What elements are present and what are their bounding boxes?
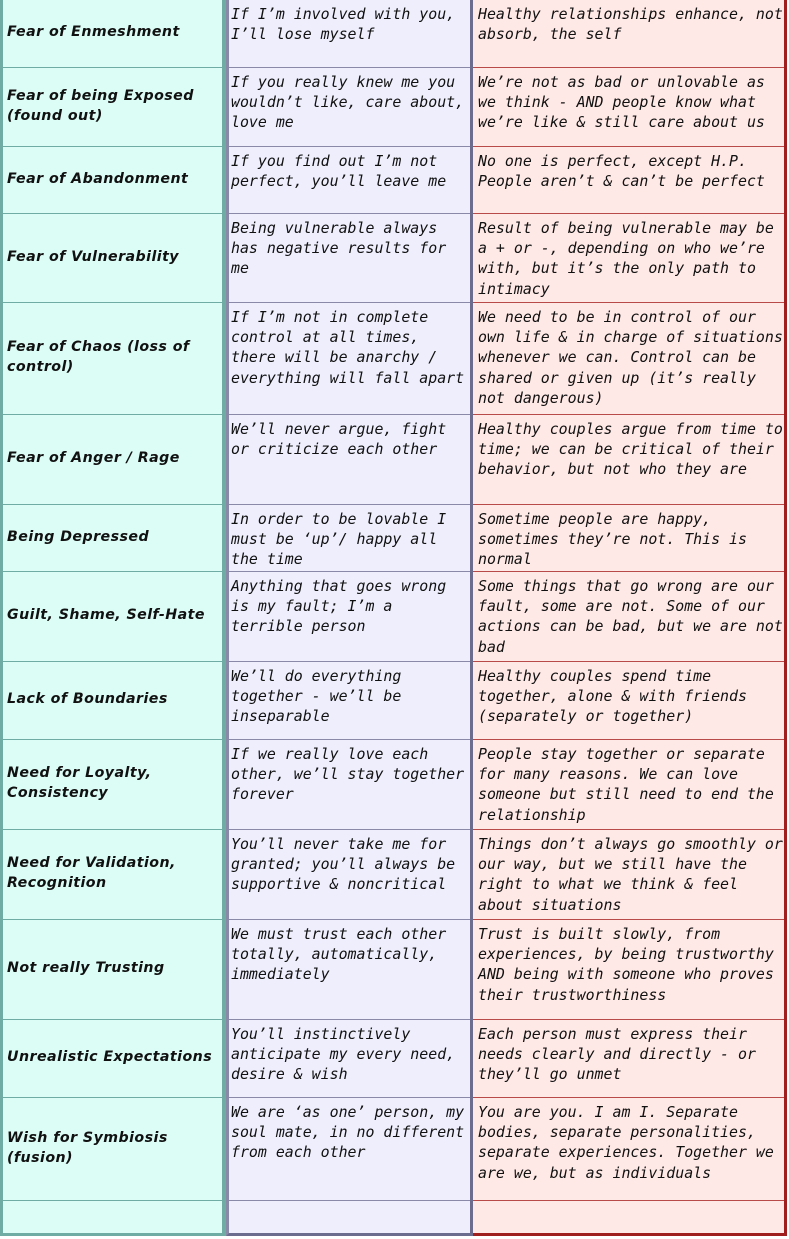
belief-cell: We must trust each other totally, automatically, immediately	[231, 925, 447, 984]
table-row	[0, 1020, 789, 1098]
reality-cell: Healthy relationships enhance, not absorb, the self	[478, 5, 783, 44]
issue-cell: Fear of Enmeshment	[7, 24, 180, 40]
reality-cell: Things don’t always go smoothly or our way, but we still have the right to what we think & feel about situations	[478, 835, 783, 914]
issue-cell: Need for Validation, Recognition	[7, 855, 176, 891]
reality-cell: Trust is built slowly, from experiences, by being trustworthy AND being with someone who proves their trustworthiness	[478, 925, 774, 1004]
belief-cell: If we really love each other, we’ll stay together forever	[231, 745, 465, 804]
issue-cell: Guilt, Shame, Self-Hate	[7, 607, 205, 623]
belief-cell: If you find out I’m not perfect, you’ll leave me	[231, 152, 447, 191]
issue-cell: Fear of being Exposed (found out)	[7, 88, 194, 124]
belief-cell: We’ll do everything together - we’ll be inseparable	[231, 667, 402, 726]
belief-cell: Anything that goes wrong is my fault; I’m a terrible person	[231, 577, 447, 636]
belief-cell: We are ‘as one’ person, my soul mate, in no different from each other	[231, 1103, 465, 1162]
table-row	[0, 662, 789, 740]
issue-cell: Not really Trusting	[7, 960, 165, 976]
issue-cell: Need for Loyalty, Consistency	[7, 765, 152, 801]
issue-cell: Fear of Chaos (loss of control)	[7, 339, 190, 375]
reality-cell: You are you. I am I. Separate bodies, separate personalities, separate experiences. Together we are we, but as individuals	[478, 1103, 774, 1182]
reality-cell: Healthy couples spend time together, alone & with friends (separately or together)	[478, 667, 747, 726]
reality-cell: Result of being vulnerable may be a + or -, depending on who we’re with, but it’s the only path to intimacy	[478, 219, 774, 298]
table-row	[0, 147, 789, 214]
reality-cell: We’re not as bad or unlovable as we think - AND people know what we’re like & still care about us	[478, 73, 765, 132]
belief-cell: If I’m involved with you, I’ll lose myself	[231, 5, 456, 44]
belief-cell: If I’m not in complete control at all times, there will be anarchy / everything will fall apart	[231, 308, 465, 387]
belief-cell: Being vulnerable always has negative results for me	[231, 219, 447, 278]
reality-cell: Sometime people are happy, sometimes they’re not. This is normal	[478, 510, 747, 569]
issue-cell: Unrealistic Expectations	[7, 1049, 213, 1065]
belief-cell: If you really knew me you wouldn’t like, care about, love me	[231, 73, 465, 132]
reality-cell: Some things that go wrong are our fault, some are not. Some of our actions can be bad, but we are not bad	[478, 577, 783, 656]
table-row	[0, 0, 789, 68]
table-row	[0, 740, 789, 830]
belief-cell: In order to be lovable I must be ‘up’/ happy all the time	[231, 510, 447, 569]
belief-cell: You’ll never take me for granted; you’ll always be supportive & noncritical	[231, 835, 456, 894]
issue-cell: Lack of Boundaries	[7, 691, 168, 707]
table-row	[0, 505, 789, 572]
issue-cell: Being Depressed	[7, 529, 150, 545]
table-row	[0, 415, 789, 505]
issue-cell: Fear of Vulnerability	[7, 249, 180, 265]
reality-cell: Healthy couples argue from time to time; we can be critical of their behavior, but not who they are	[478, 420, 783, 479]
table-row	[0, 303, 789, 415]
belief-cell: We’ll never argue, fight or criticize each other	[231, 420, 447, 459]
reality-cell: Each person must express their needs clearly and directly - or they’ll go unmet	[478, 1025, 756, 1084]
table-row	[0, 68, 789, 147]
reality-cell: We need to be in control of our own life & in charge of situations whenever we can. Control can be shared or given up (it’s really not dangerous)	[478, 308, 783, 407]
issue-cell: Wish for Symbiosis (fusion)	[7, 1130, 168, 1166]
reality-cell: No one is perfect, except H.P. People aren’t & can’t be perfect	[478, 152, 765, 191]
table-row	[0, 572, 789, 662]
table-row	[0, 830, 789, 920]
issue-cell: Fear of Anger / Rage	[7, 450, 180, 466]
table-row	[0, 1098, 789, 1201]
reality-cell: People stay together or separate for many reasons. We can love someone but still need to end the relationship	[478, 745, 774, 824]
belief-cell: You’ll instinctively anticipate my every need, desire & wish	[231, 1025, 456, 1084]
table-row	[0, 214, 789, 303]
table-row	[0, 920, 789, 1020]
issue-cell: Fear of Abandonment	[7, 171, 189, 187]
